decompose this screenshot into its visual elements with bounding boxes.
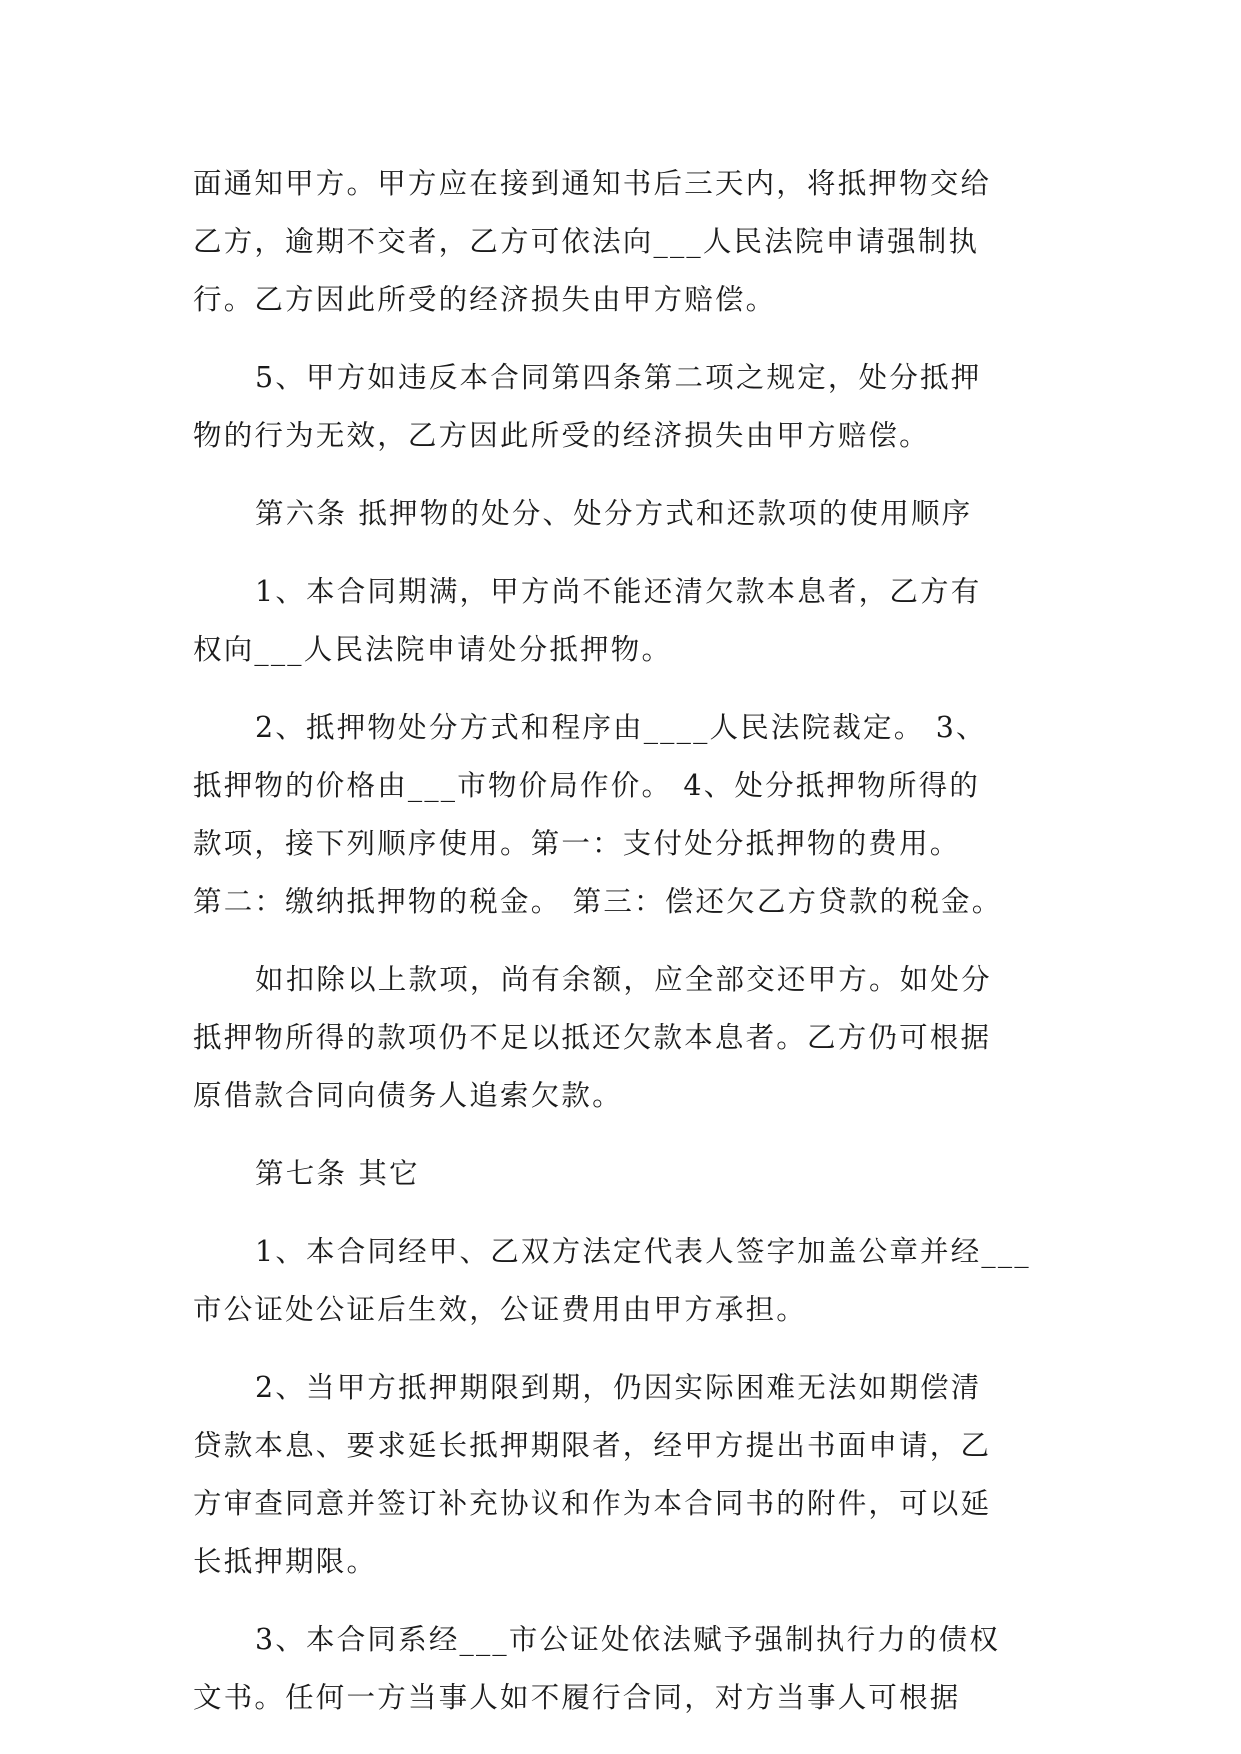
text-line: 2、抵押物处分方式和程序由____人民法院裁定。 3、 (255, 711, 987, 744)
text-line: 款项，接下列顺序使用。第一：支付处分抵押物的费用。 (193, 827, 961, 860)
section-heading: 第七条 其它 (255, 1157, 420, 1190)
text-line: 原借款合同向债务人追索欠款。 (193, 1079, 623, 1112)
text-line: 如扣除以上款项，尚有余额，应全部交还甲方。如处分 (255, 963, 992, 996)
document-body (193, 155, 1073, 1727)
text-line: 3、本合同系经___市公证处依法赋予强制执行力的债权 (255, 1623, 1001, 1656)
text-line: 2、当甲方抵押期限到期，仍因实际困难无法如期偿清 (255, 1371, 982, 1404)
text-line: 物的行为无效，乙方因此所受的经济损失由甲方赔偿。 (193, 419, 930, 452)
section-heading: 第六条 抵押物的处分、处分方式和还款项的使用顺序 (255, 497, 973, 530)
text-line: 抵押物所得的款项仍不足以抵还欠款本息者。乙方仍可根据 (193, 1021, 992, 1054)
text-line: 1、本合同期满，甲方尚不能还清欠款本息者，乙方有 (255, 575, 982, 608)
text-line: 面通知甲方。甲方应在接到通知书后三天内，将抵押物交给 (193, 167, 992, 200)
text-line: 权向___人民法院申请处分抵押物。 (193, 633, 673, 666)
text-line: 方审查同意并签订补充协议和作为本合同书的附件，可以延 (193, 1487, 992, 1520)
text-line: 贷款本息、要求延长抵押期限者，经甲方提出书面申请，乙 (193, 1429, 992, 1462)
text-line: 文书。任何一方当事人如不履行合同，对方当事人可根据 (193, 1681, 961, 1714)
text-line: 乙方，逾期不交者，乙方可依法向___人民法院申请强制执 (193, 225, 980, 258)
text-line: 行。乙方因此所受的经济损失由甲方赔偿。 (193, 283, 777, 316)
text-line: 长抵押期限。 (193, 1545, 378, 1578)
text-line: 市公证处公证后生效，公证费用由甲方承担。 (193, 1293, 808, 1326)
text-line: 5、甲方如违反本合同第四条第二项之规定，处分抵押 (255, 361, 982, 394)
text-line: 第二：缴纳抵押物的税金。 第三：偿还欠乙方贷款的税金。 (193, 885, 1003, 918)
text-line: 抵押物的价格由___市物价局作价。 4、处分抵押物所得的 (193, 769, 981, 802)
text-line: 1、本合同经甲、乙双方法定代表人签字加盖公章并经___ (255, 1235, 1031, 1268)
